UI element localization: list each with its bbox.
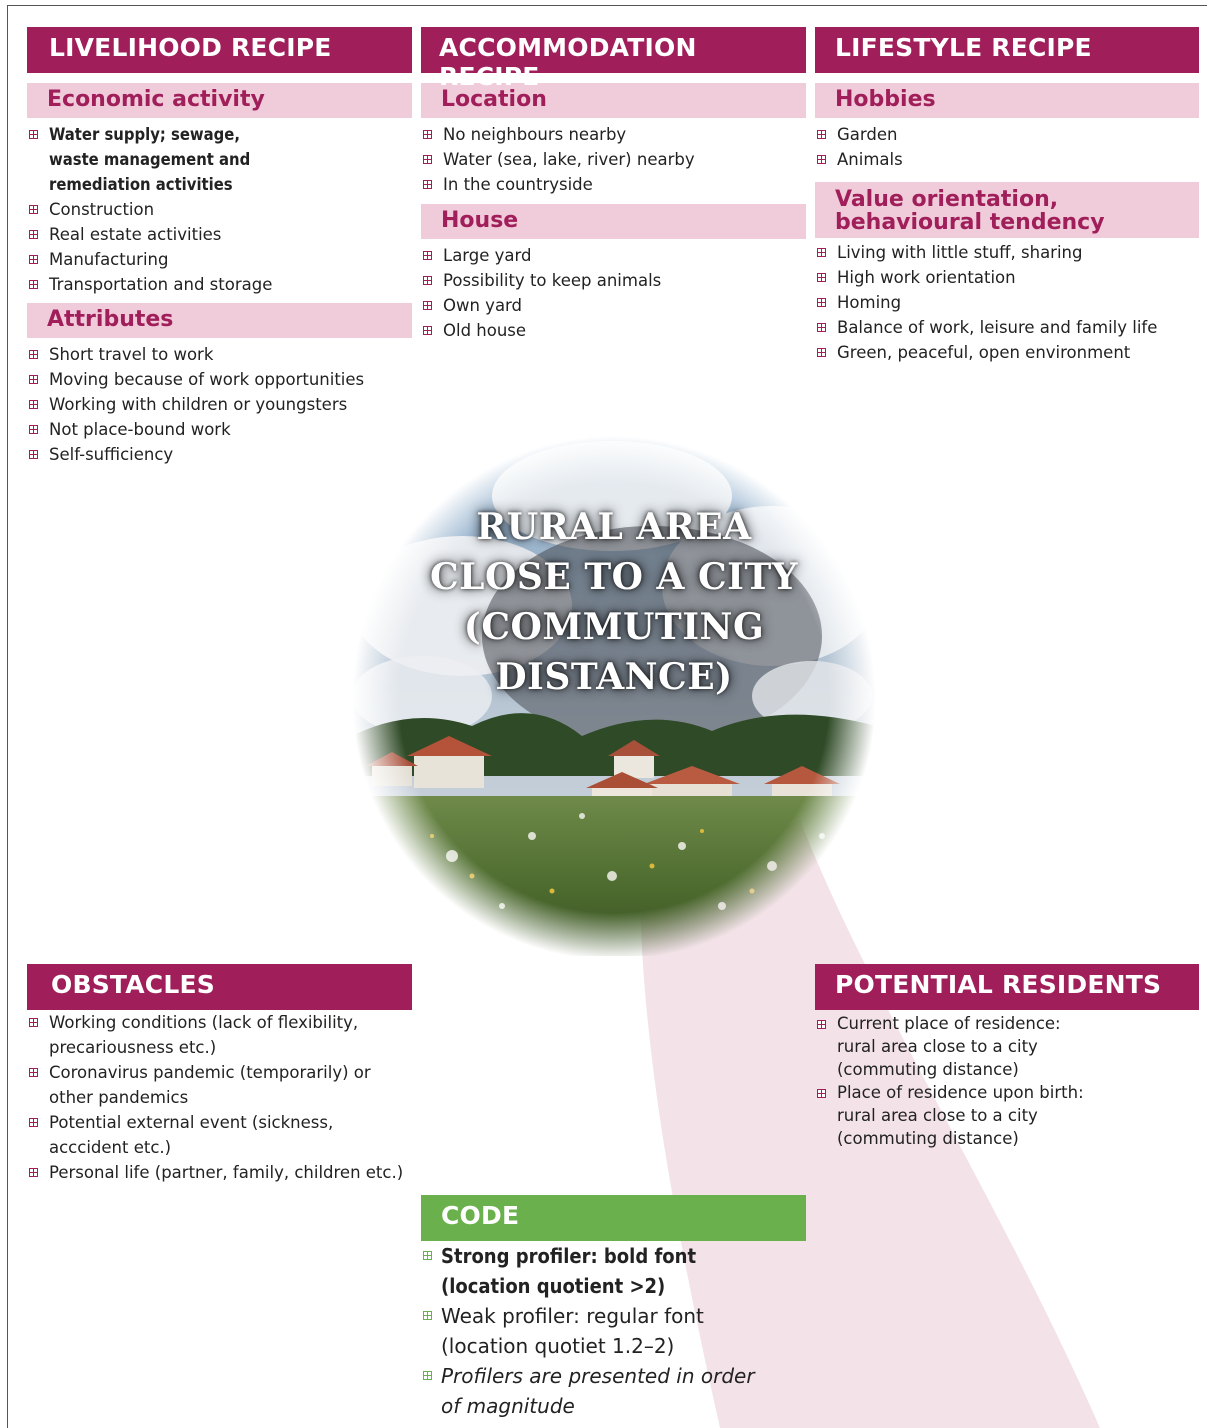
list-item: Possibility to keep animals (421, 268, 806, 293)
list-item: No neighbours nearby (421, 122, 806, 147)
bullet-icon (817, 1089, 826, 1098)
livelihood-recipe-header: LIVELIHOOD RECIPE (27, 27, 412, 73)
rural-area-circle (352, 436, 876, 956)
list-item: Weak profiler: regular font (location quotiet 1.2–2) (421, 1301, 806, 1361)
potential-residents-list (815, 1012, 1199, 1150)
list-item: Water supply; sewage, waste management and remediation activities (27, 122, 412, 197)
accommodation-recipe-column (421, 27, 806, 343)
list-item: Working with children or youngsters (27, 392, 412, 417)
bullet-icon (29, 130, 38, 139)
bullet-icon (29, 1118, 38, 1127)
bullet-icon (29, 1068, 38, 1077)
economic-activity-header: Economic activity (27, 83, 412, 118)
livelihood-recipe-column (27, 27, 412, 467)
obstacles-column (27, 964, 412, 1185)
bullet-icon (817, 273, 826, 282)
list-item: Not place-bound work (27, 417, 412, 442)
list-item: Coronavirus pandemic (temporarily) or other pandemics (27, 1060, 412, 1110)
list-item: Garden (815, 122, 1199, 147)
bullet-icon (817, 155, 826, 164)
location-list (421, 122, 806, 197)
bullet-icon (29, 350, 38, 359)
bullet-icon (817, 323, 826, 332)
list-item: Balance of work, leisure and family life (815, 315, 1199, 340)
list-item: Transportation and storage (27, 272, 412, 297)
bullet-icon (423, 251, 432, 260)
lifestyle-recipe-header: LIFESTYLE RECIPE (815, 27, 1199, 73)
hobbies-list (815, 122, 1199, 172)
bullet-icon (29, 375, 38, 384)
code-header: CODE (421, 1195, 806, 1241)
list-item: Homing (815, 290, 1199, 315)
list-item: Place of residence upon birth: rural area close to a city (commuting distance) (815, 1081, 1199, 1150)
obstacles-list (27, 1010, 412, 1185)
obstacles-header: OBSTACLES (27, 964, 412, 1010)
bullet-icon (423, 1251, 432, 1260)
value-orientation-header: Value orientation, behavioural tendency (815, 182, 1199, 238)
attributes-header: Attributes (27, 303, 412, 338)
bullet-icon (29, 205, 38, 214)
list-item: Strong profiler: bold font (location quotient >2) (421, 1241, 806, 1301)
list-item: Old house (421, 318, 806, 343)
list-item: Manufacturing (27, 247, 412, 272)
bullet-icon (29, 1018, 38, 1027)
bullet-icon (29, 280, 38, 289)
potential-residents-header: POTENTIAL RESIDENTS (815, 964, 1199, 1010)
list-item: Water (sea, lake, river) nearby (421, 147, 806, 172)
list-item: Potential external event (sickness, acccident etc.) (27, 1110, 412, 1160)
list-item: In the countryside (421, 172, 806, 197)
bullet-icon (29, 230, 38, 239)
bullet-icon (29, 255, 38, 264)
list-item: High work orientation (815, 265, 1199, 290)
potential-residents-column (815, 964, 1199, 1150)
list-item: Short travel to work (27, 342, 412, 367)
lifestyle-recipe-column (815, 27, 1199, 365)
bullet-icon (423, 155, 432, 164)
bullet-icon (29, 400, 38, 409)
value-orientation-list (815, 240, 1199, 365)
list-item: Green, peaceful, open environment (815, 340, 1199, 365)
house-list (421, 243, 806, 343)
circle-title: RURAL AREA CLOSE TO A CITY (COMMUTING DISTANCE) (430, 506, 798, 698)
list-item: Construction (27, 197, 412, 222)
code-list (421, 1241, 806, 1421)
list-item: Working conditions (lack of flexibility, precariousness etc.) (27, 1010, 412, 1060)
bullet-icon (423, 276, 432, 285)
list-item: Self-sufficiency (27, 442, 412, 467)
code-legend (421, 1195, 806, 1421)
list-item: Animals (815, 147, 1199, 172)
location-header: Location (421, 83, 806, 118)
economic-activity-list (27, 122, 412, 297)
list-item: Moving because of work opportunities (27, 367, 412, 392)
list-item: Large yard (421, 243, 806, 268)
bullet-icon (817, 1020, 826, 1029)
bullet-icon (423, 1371, 432, 1380)
bullet-icon (29, 1168, 38, 1177)
hobbies-header: Hobbies (815, 83, 1199, 118)
bullet-icon (423, 301, 432, 310)
bullet-icon (423, 180, 432, 189)
bullet-icon (423, 1311, 432, 1320)
list-item: Profilers are presented in order of magnitude (421, 1361, 806, 1421)
bullet-icon (817, 248, 826, 257)
bullet-icon (817, 298, 826, 307)
bullet-icon (423, 130, 432, 139)
bullet-icon (29, 425, 38, 434)
bullet-icon (817, 348, 826, 357)
list-item: Personal life (partner, family, children etc.) (27, 1160, 412, 1185)
accommodation-recipe-header: ACCOMMODATION RECIPE (421, 27, 806, 73)
list-item: Current place of residence: rural area close to a city (commuting distance) (815, 1012, 1199, 1081)
bullet-icon (817, 130, 826, 139)
list-item: Own yard (421, 293, 806, 318)
list-item: Real estate activities (27, 222, 412, 247)
house-header: House (421, 204, 806, 239)
bullet-icon (423, 326, 432, 335)
bullet-icon (29, 450, 38, 459)
list-item: Living with little stuff, sharing (815, 240, 1199, 265)
